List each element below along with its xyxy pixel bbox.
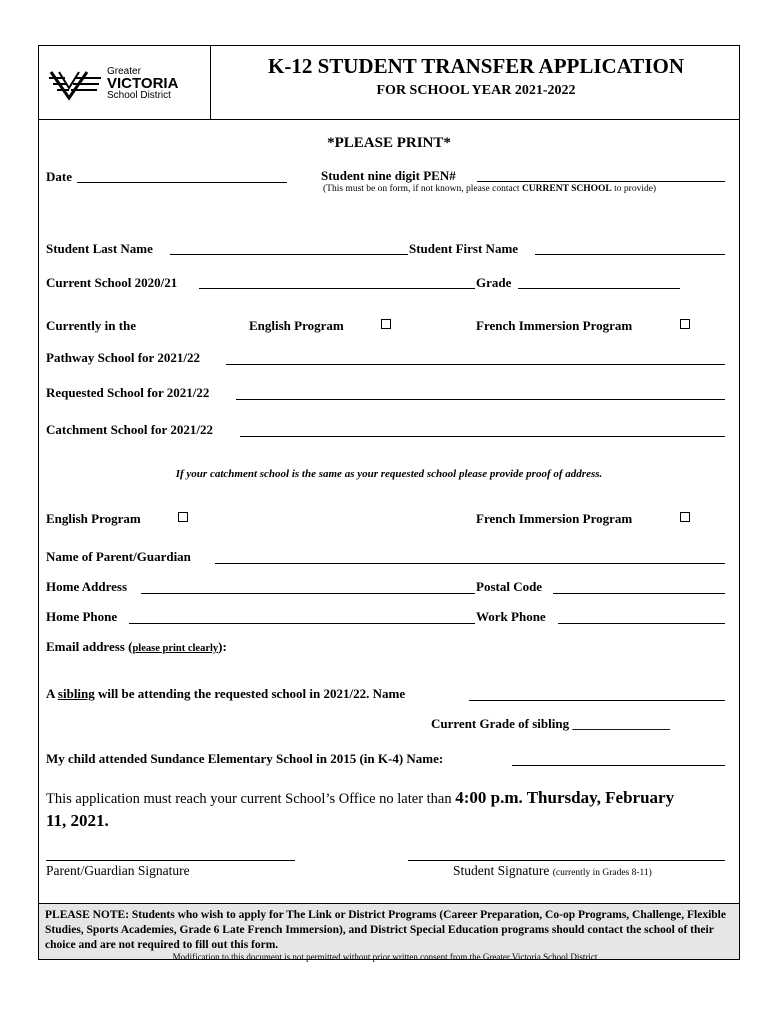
please-print: *PLEASE PRINT* [327,135,451,151]
logo-line2: VICTORIA [107,75,179,92]
postal-code-field[interactable] [553,593,725,594]
pathway-field[interactable] [226,364,725,365]
english-program2-checkbox[interactable] [178,512,188,522]
parent-signature-label: Parent/Guardian Signature [46,863,190,878]
parent-name-field[interactable] [215,563,725,564]
sibling-grade-label: Current Grade of sibling _______________ [431,716,670,731]
french-program-checkbox[interactable] [680,319,690,329]
email-label: Email address (please print clearly): [46,639,227,654]
deadline-text: This application must reach your current School’s Office no later than 4:00 p.m. Thursday, February 11, 2021. [46,788,675,830]
parent-signature-field[interactable] [46,860,295,861]
date-field[interactable] [77,182,287,183]
english-program-label: English Program [249,318,344,333]
student-signature-field[interactable] [408,860,725,861]
home-address-label: Home Address [46,579,128,594]
catchment-field[interactable] [240,436,725,437]
work-phone-field[interactable] [558,623,725,624]
sundance-label: My child attended Sundance Elementary School in 2015 (in K-4) Name: [46,751,444,766]
form-title: K-12 STUDENT TRANSFER APPLICATION [268,54,684,78]
postal-code-label: Postal Code [476,579,543,594]
application-form [38,45,740,960]
first-name-field[interactable] [535,254,725,255]
header-rule [39,119,739,120]
french-program-label: French Immersion Program [476,318,633,333]
please-note-box: PLEASE NOTE: Students who wish to apply for The Link or District Programs (Career Preparation, Co-op Programs, Challenge, Flexible Studies, Sports Academies, Grade 6 Late French Immersion), and District Special Education programs should contact the school of their choice and are not required to fill out this form. [39,903,739,959]
grade-label: Grade [476,275,512,290]
first-name-label: Student First Name [409,241,519,256]
last-name-label: Student Last Name [46,241,153,256]
last-name-field[interactable] [170,254,408,255]
student-signature-label: Student Signature (currently in Grades 8-11) [453,863,652,878]
current-school-field[interactable] [199,288,475,289]
french-program2-label: French Immersion Program [476,511,633,526]
footer-disclaimer: Modification to this document is not permitted without prior written consent from the Greater Victoria School District [172,952,598,962]
english-program2-label: English Program [46,511,141,526]
pen-note: (This must be on form, if not known, please contact CURRENT SCHOOL to provide) [323,184,657,194]
sibling-name-field[interactable] [469,700,725,701]
catchment-label: Catchment School for 2021/22 [46,422,213,437]
date-label: Date [46,169,72,184]
home-phone-field[interactable] [129,623,475,624]
grade-field[interactable] [518,288,680,289]
requested-field[interactable] [236,399,725,400]
pen-label: Student nine digit PEN# [321,168,456,183]
work-phone-label: Work Phone [476,609,546,624]
parent-name-label: Name of Parent/Guardian [46,549,191,564]
home-phone-label: Home Phone [46,609,118,624]
english-program-checkbox[interactable] [381,319,391,329]
logo-line3: School District [107,90,171,101]
pen-field[interactable] [477,181,725,182]
french-program2-checkbox[interactable] [680,512,690,522]
currently-in-label: Currently in the [46,318,137,333]
home-address-field[interactable] [141,593,475,594]
requested-label: Requested School for 2021/22 [46,385,210,400]
sundance-field[interactable] [512,765,725,766]
form-subtitle: FOR SCHOOL YEAR 2021-2022 [376,83,576,98]
pathway-label: Pathway School for 2021/22 [46,350,200,365]
logo-mark-icon [47,64,105,104]
district-logo [47,64,177,104]
logo-line1: Greater [107,66,141,77]
sibling-label: A sibling will be attending the requested school in 2021/22. Name [46,686,406,701]
catchment-note: If your catchment school is the same as your requested school please provide proof of address. [175,468,603,480]
current-school-label: Current School 2020/21 [46,275,178,290]
